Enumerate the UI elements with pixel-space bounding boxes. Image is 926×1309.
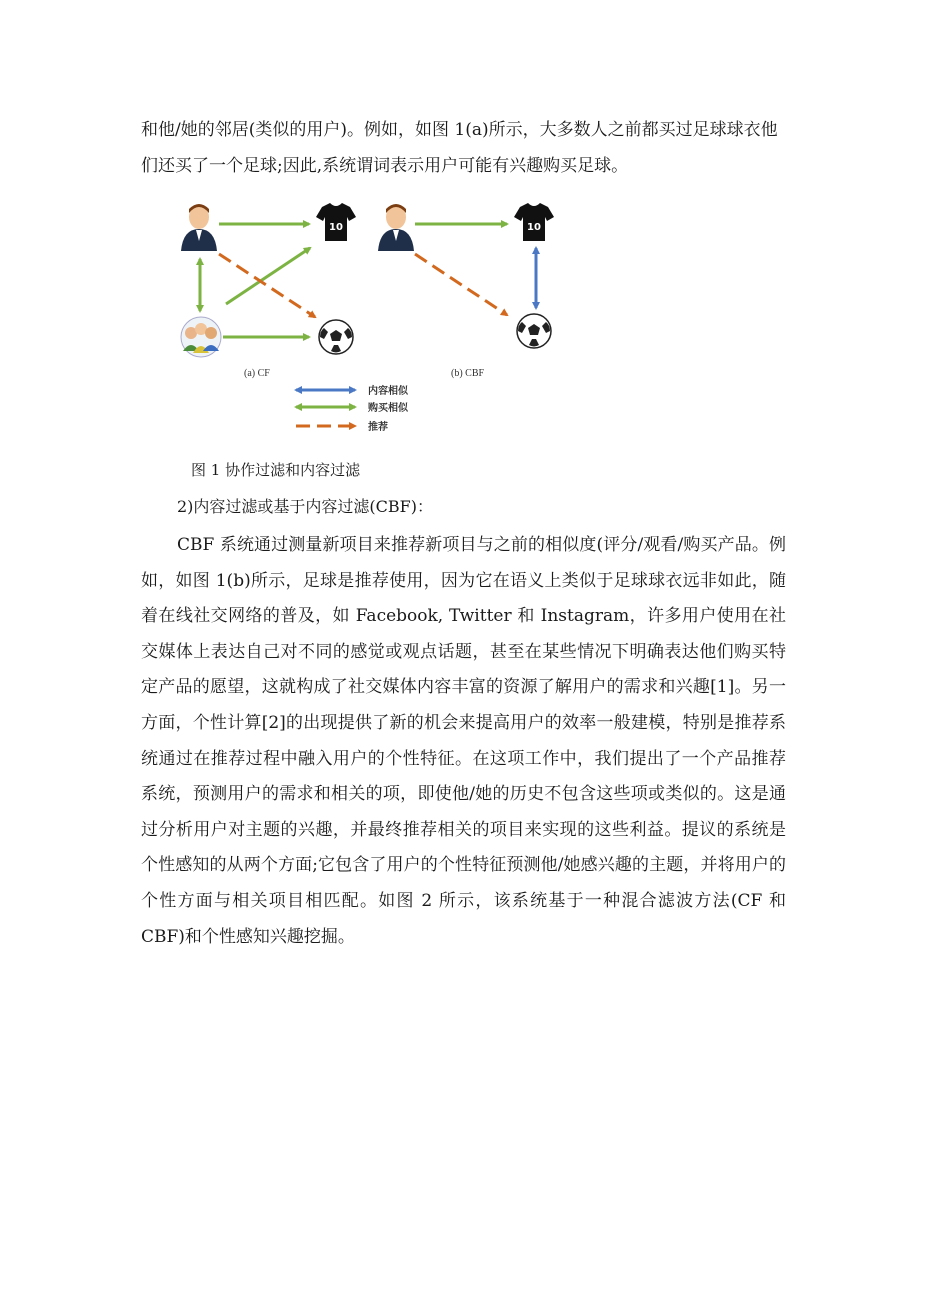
panel-cbf-label: (b) CBF xyxy=(451,368,485,379)
intro-paragraph: 和他/她的邻居(类似的用户)。例如，如图 1(a)所示，大多数人之前都买过足球球衣他们还买了一个足球;因此,系统谓词表示用户可能有兴趣购买足球。 xyxy=(141,120,778,176)
soccer-ball-icon-cf xyxy=(319,320,353,354)
legend-recommend-label: 推荐 xyxy=(368,422,388,433)
panel-cf-label: (a) CF xyxy=(244,368,270,379)
body-paragraph: CBF 系统通过测量新项目来推荐新项目与之前的相似度(评分/观看/购买产品。例如，如图 1(b)所示，足球是推荐使用，因为它在语义上类似于足球球衣远非如此，随着在线社交网络的普及，如 Facebook, Twitter 和 Instagram，许多用户使用在社交媒体上表达自己对不同的感觉或观点话题，甚至在某些情况下明确表达他们购买特定产品的愿望，这就构成了社交媒体内容丰富的资源了解用户的需求和兴趣[1]。另一方面，个性计算[2]的出现提供了新的机会来提高用户的效率一般建模，特别是推荐系统通过在推荐过程中融入用户的个性特征。在这项工作中，我们提出了一个产品推荐系统，预测用户的需求和相关的项，即使他/她的历史不包含这些项或类似的。这是通过分析用户对主题的兴趣，并最终推荐相关的项目来实现的这些利益。提议的系统是个性感知的从两个方面;它包含了用户的个性特征预测他/她感兴趣的主题，并将用户的个性方面与相关项目相匹配。如图 2 所示，该系统基于一种混合滤波方法(CF 和 CBF)和个性感知兴趣挖掘。 xyxy=(141,535,786,947)
figure-caption: 图 1 协作过滤和内容过滤 xyxy=(191,461,361,479)
jersey-icon-cbf xyxy=(514,203,554,241)
arrow-user-ball-recommend-cf xyxy=(219,254,315,317)
section-heading: 2)内容过滤或基于内容过滤(CBF)： xyxy=(177,497,434,516)
legend xyxy=(296,384,409,433)
jersey-number: 10 xyxy=(329,222,343,233)
legend-purchase-label: 购买相似 xyxy=(368,403,408,414)
soccer-ball-icon-cbf xyxy=(517,314,551,348)
arrow-group-jersey-cf xyxy=(226,248,310,304)
group-icon-cf xyxy=(181,317,221,357)
user-icon-cf xyxy=(181,204,217,251)
legend-content-label: 内容相似 xyxy=(368,386,408,397)
figure-cf-cbf xyxy=(175,193,575,443)
jersey-number: 10 xyxy=(527,222,541,233)
user-icon-cbf xyxy=(378,204,414,251)
arrow-user-ball-recommend-cbf xyxy=(415,254,507,315)
jersey-icon-cf xyxy=(316,203,356,241)
